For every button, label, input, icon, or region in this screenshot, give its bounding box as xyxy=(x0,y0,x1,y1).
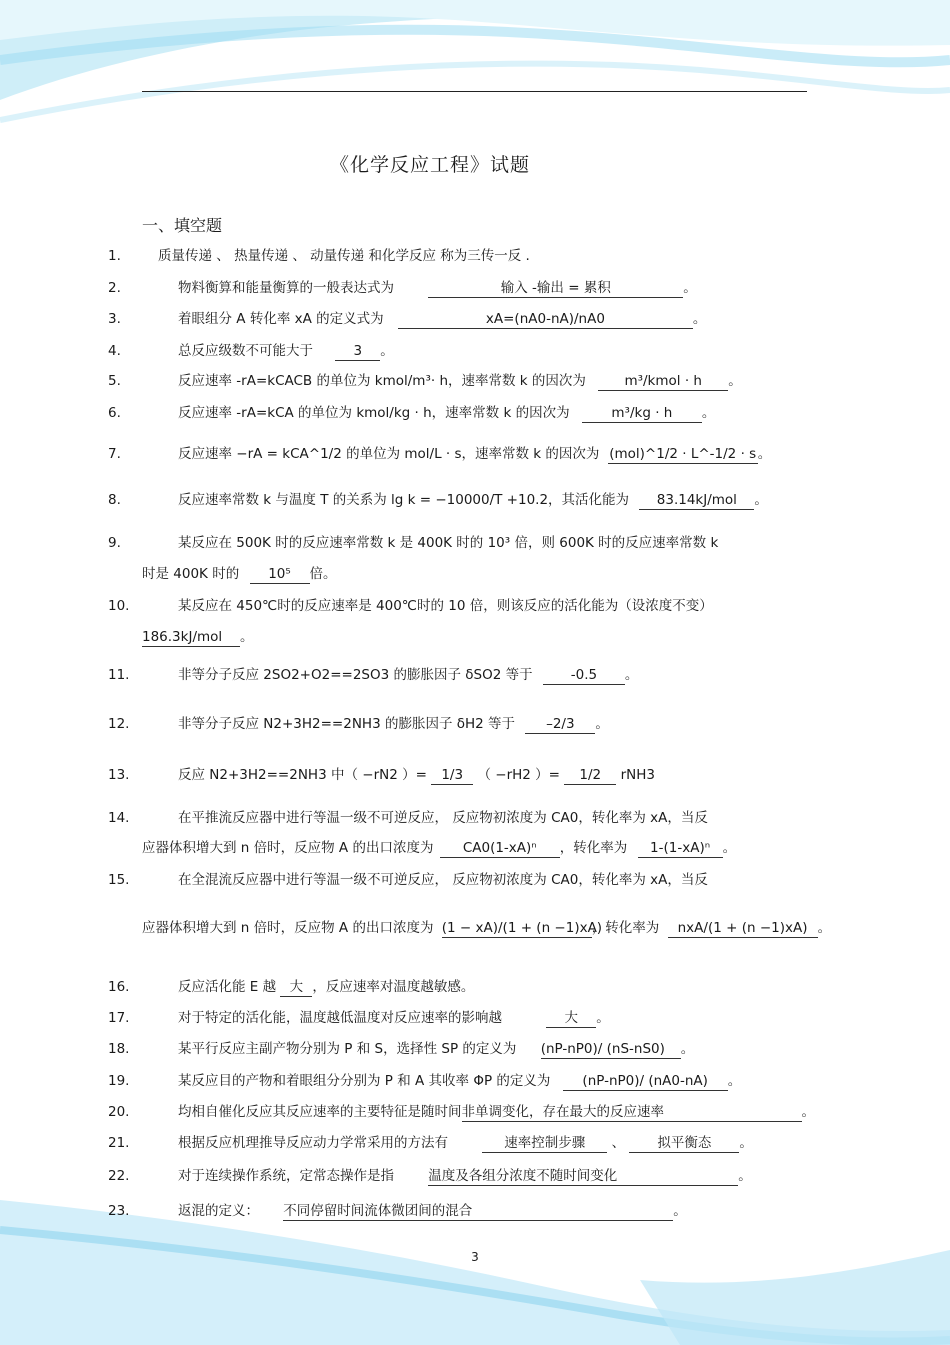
answer-11: -0.5 xyxy=(543,666,625,685)
question-10-continued: 186.3kJ/mol 。 xyxy=(142,629,254,645)
answer-7: (mol)^1/2 · L^-1/2 · s xyxy=(609,446,757,462)
answer-4: 3 xyxy=(335,342,380,361)
question-21: 21. 根据反应机理推导反应动力学常采用的方法有 速率控制步骤 、 拟平衡态 。 xyxy=(108,1135,753,1151)
answer-14a: CA0(1-xA)ⁿ xyxy=(440,839,560,858)
page-title: 《化学反应工程》试题 xyxy=(329,154,530,176)
answer-9: 10⁵ xyxy=(250,565,310,584)
question-15: 15. 在全混流反应器中进行等温一级不可逆反应， 反应物初浓度为 CA0，转化率为 xA，当反 xyxy=(108,872,708,888)
question-10: 10. 某反应在 450℃时的反应速率是 400℃时的 10 倍，则该反应的活化能为（设浓度不变） xyxy=(108,598,713,614)
question-12: 12. 非等分子反应 N2+3H2==2NH3 的膨胀因子 δH2 等于 –2/3 。 xyxy=(108,716,609,732)
question-19: 19. 某反应目的产物和着眼组分分别为 P 和 A 其收率 ΦP 的定义为 (nP-nP0)/ (nA0-nA) 。 xyxy=(108,1073,742,1089)
answer-5: m³/kmol · h xyxy=(598,372,728,391)
question-22: 22. 对于连续操作系统，定常态操作是指 温度及各组分浓度不随时间变化 。 xyxy=(108,1168,752,1184)
answer-15b: nxA/(1 + (n −1)xA) xyxy=(668,919,818,938)
question-8: 8. 反应速率常数 k 与温度 T 的关系为 lg k = −10000/T +10.2，其活化能为 83.14kJ/mol 。 xyxy=(108,492,768,508)
answer-3: xA=(nA0-nA)/nA0 xyxy=(398,310,693,329)
answer-22: 温度及各组分浓度不随时间变化 xyxy=(428,1167,738,1186)
question-4: 4. 总反应级数不可能大于 3 。 xyxy=(108,343,394,359)
question-9-continued: 时是 400K 时的 10⁵ 倍。 xyxy=(142,566,337,582)
header-rule xyxy=(142,91,807,92)
answer-19: (nP-nP0)/ (nA0-nA) xyxy=(563,1072,728,1091)
answer-21a: 速率控制步骤 xyxy=(482,1134,607,1153)
question-17: 17. 对于特定的活化能，温度越低温度对反应速率的影响越 大 。 xyxy=(108,1010,610,1026)
question-5: 5. 反应速率 -rA=kCACB 的单位为 kmol/m³· h，速率常数 k 的因次为 m³/kmol · h 。 xyxy=(108,373,742,389)
answer-17: 大 xyxy=(546,1009,596,1028)
answer-18: (nP-nP0)/ (nS-nS0) xyxy=(541,1040,681,1059)
answer-21b: 拟平衡态 xyxy=(629,1134,739,1153)
question-20: 20. 均相自催化反应其反应速率的主要特征是随时间非单调变化，存在最大的反应速率 。 xyxy=(108,1104,815,1120)
question-6: 6. 反应速率 -rA=kCA 的单位为 kmol/kg · h，速率常数 k 的因次为 m³/kg · h 。 xyxy=(108,405,716,421)
answer-13b: 1/2 xyxy=(564,766,616,785)
answer-6: m³/kg · h xyxy=(582,404,702,423)
answer-13a: 1/3 xyxy=(431,766,473,785)
question-15-continued: 应器体积增大到 n 倍时，反应物 A 的出口浓度为 (1 − xA)/(1 + (n −1)xA)，转化率为 nxA/(1 + (n −1)xA) 。 xyxy=(142,920,832,936)
question-14-continued: 应器体积增大到 n 倍时，反应物 A 的出口浓度为 CA0(1-xA)ⁿ ，转化率为 1-(1-xA)ⁿ 。 xyxy=(142,840,737,856)
question-1-text: 质量传递 、 热量传递 、 动量传递 和化学反应 称为三传一反 . xyxy=(158,248,530,264)
question-1: 1. 质量传递 、 热量传递 、 动量传递 和化学反应 称为三传一反 . xyxy=(108,248,530,264)
answer-14b: 1-(1-xA)ⁿ xyxy=(638,839,723,858)
answer-8: 83.14kJ/mol xyxy=(639,491,754,510)
answer-2: 输入 -输出 = 累积 xyxy=(428,279,683,298)
question-2: 2. 物料衡算和能量衡算的一般表达式为 输入 -输出 = 累积 。 xyxy=(108,280,697,296)
question-7: 7. 反应速率 −rA = kCA^1/2 的单位为 mol/L · s，速率常数 k 的因次为 (mol)^1/2 · L^-1/2 · s 。 xyxy=(108,446,772,462)
answer-23: 不同停留时间流体微团间的混合 xyxy=(283,1202,673,1221)
question-23: 23. 返混的定义： 不同停留时间流体微团间的混合 。 xyxy=(108,1203,687,1219)
question-14: 14. 在平推流反应器中进行等温一级不可逆反应， 反应物初浓度为 CA0，转化率为 xA，当反 xyxy=(108,810,708,826)
question-18: 18. 某平行反应主副产物分别为 P 和 S，选择性 SP 的定义为 (nP-nP0)/ (nS-nS0) 。 xyxy=(108,1041,695,1057)
question-11: 11. 非等分子反应 2SO2+O2==2SO3 的膨胀因子 δSO2 等于 -0.5 。 xyxy=(108,667,639,683)
answer-15a: (1 − xA)/(1 + (n −1)xA) xyxy=(441,920,603,936)
answer-20: 非单调变化，存在最大的反应速率 xyxy=(462,1103,802,1122)
section-heading: 一、填空题 xyxy=(142,216,223,235)
question-16: 16. 反应活化能 E 越 大 ，反应速率对温度越敏感。 xyxy=(108,979,475,995)
answer-12: –2/3 xyxy=(525,715,595,734)
question-13: 13. 反应 N2+3H2==2NH3 中（ −rN2 ）= 1/3 （ −rH2 ）= 1/2 rNH3 xyxy=(108,767,655,783)
answer-10: 186.3kJ/mol xyxy=(142,628,240,647)
answer-16: 大 xyxy=(280,978,312,997)
question-3: 3. 着眼组分 A 转化率 xA 的定义式为 xA=(nA0-nA)/nA0 。 xyxy=(108,311,707,327)
page-number: 3 xyxy=(471,1250,479,1264)
question-9: 9. 某反应在 500K 时的反应速率常数 k 是 400K 时的 10³ 倍，则 600K 时的反应速率常数 k xyxy=(108,535,719,551)
